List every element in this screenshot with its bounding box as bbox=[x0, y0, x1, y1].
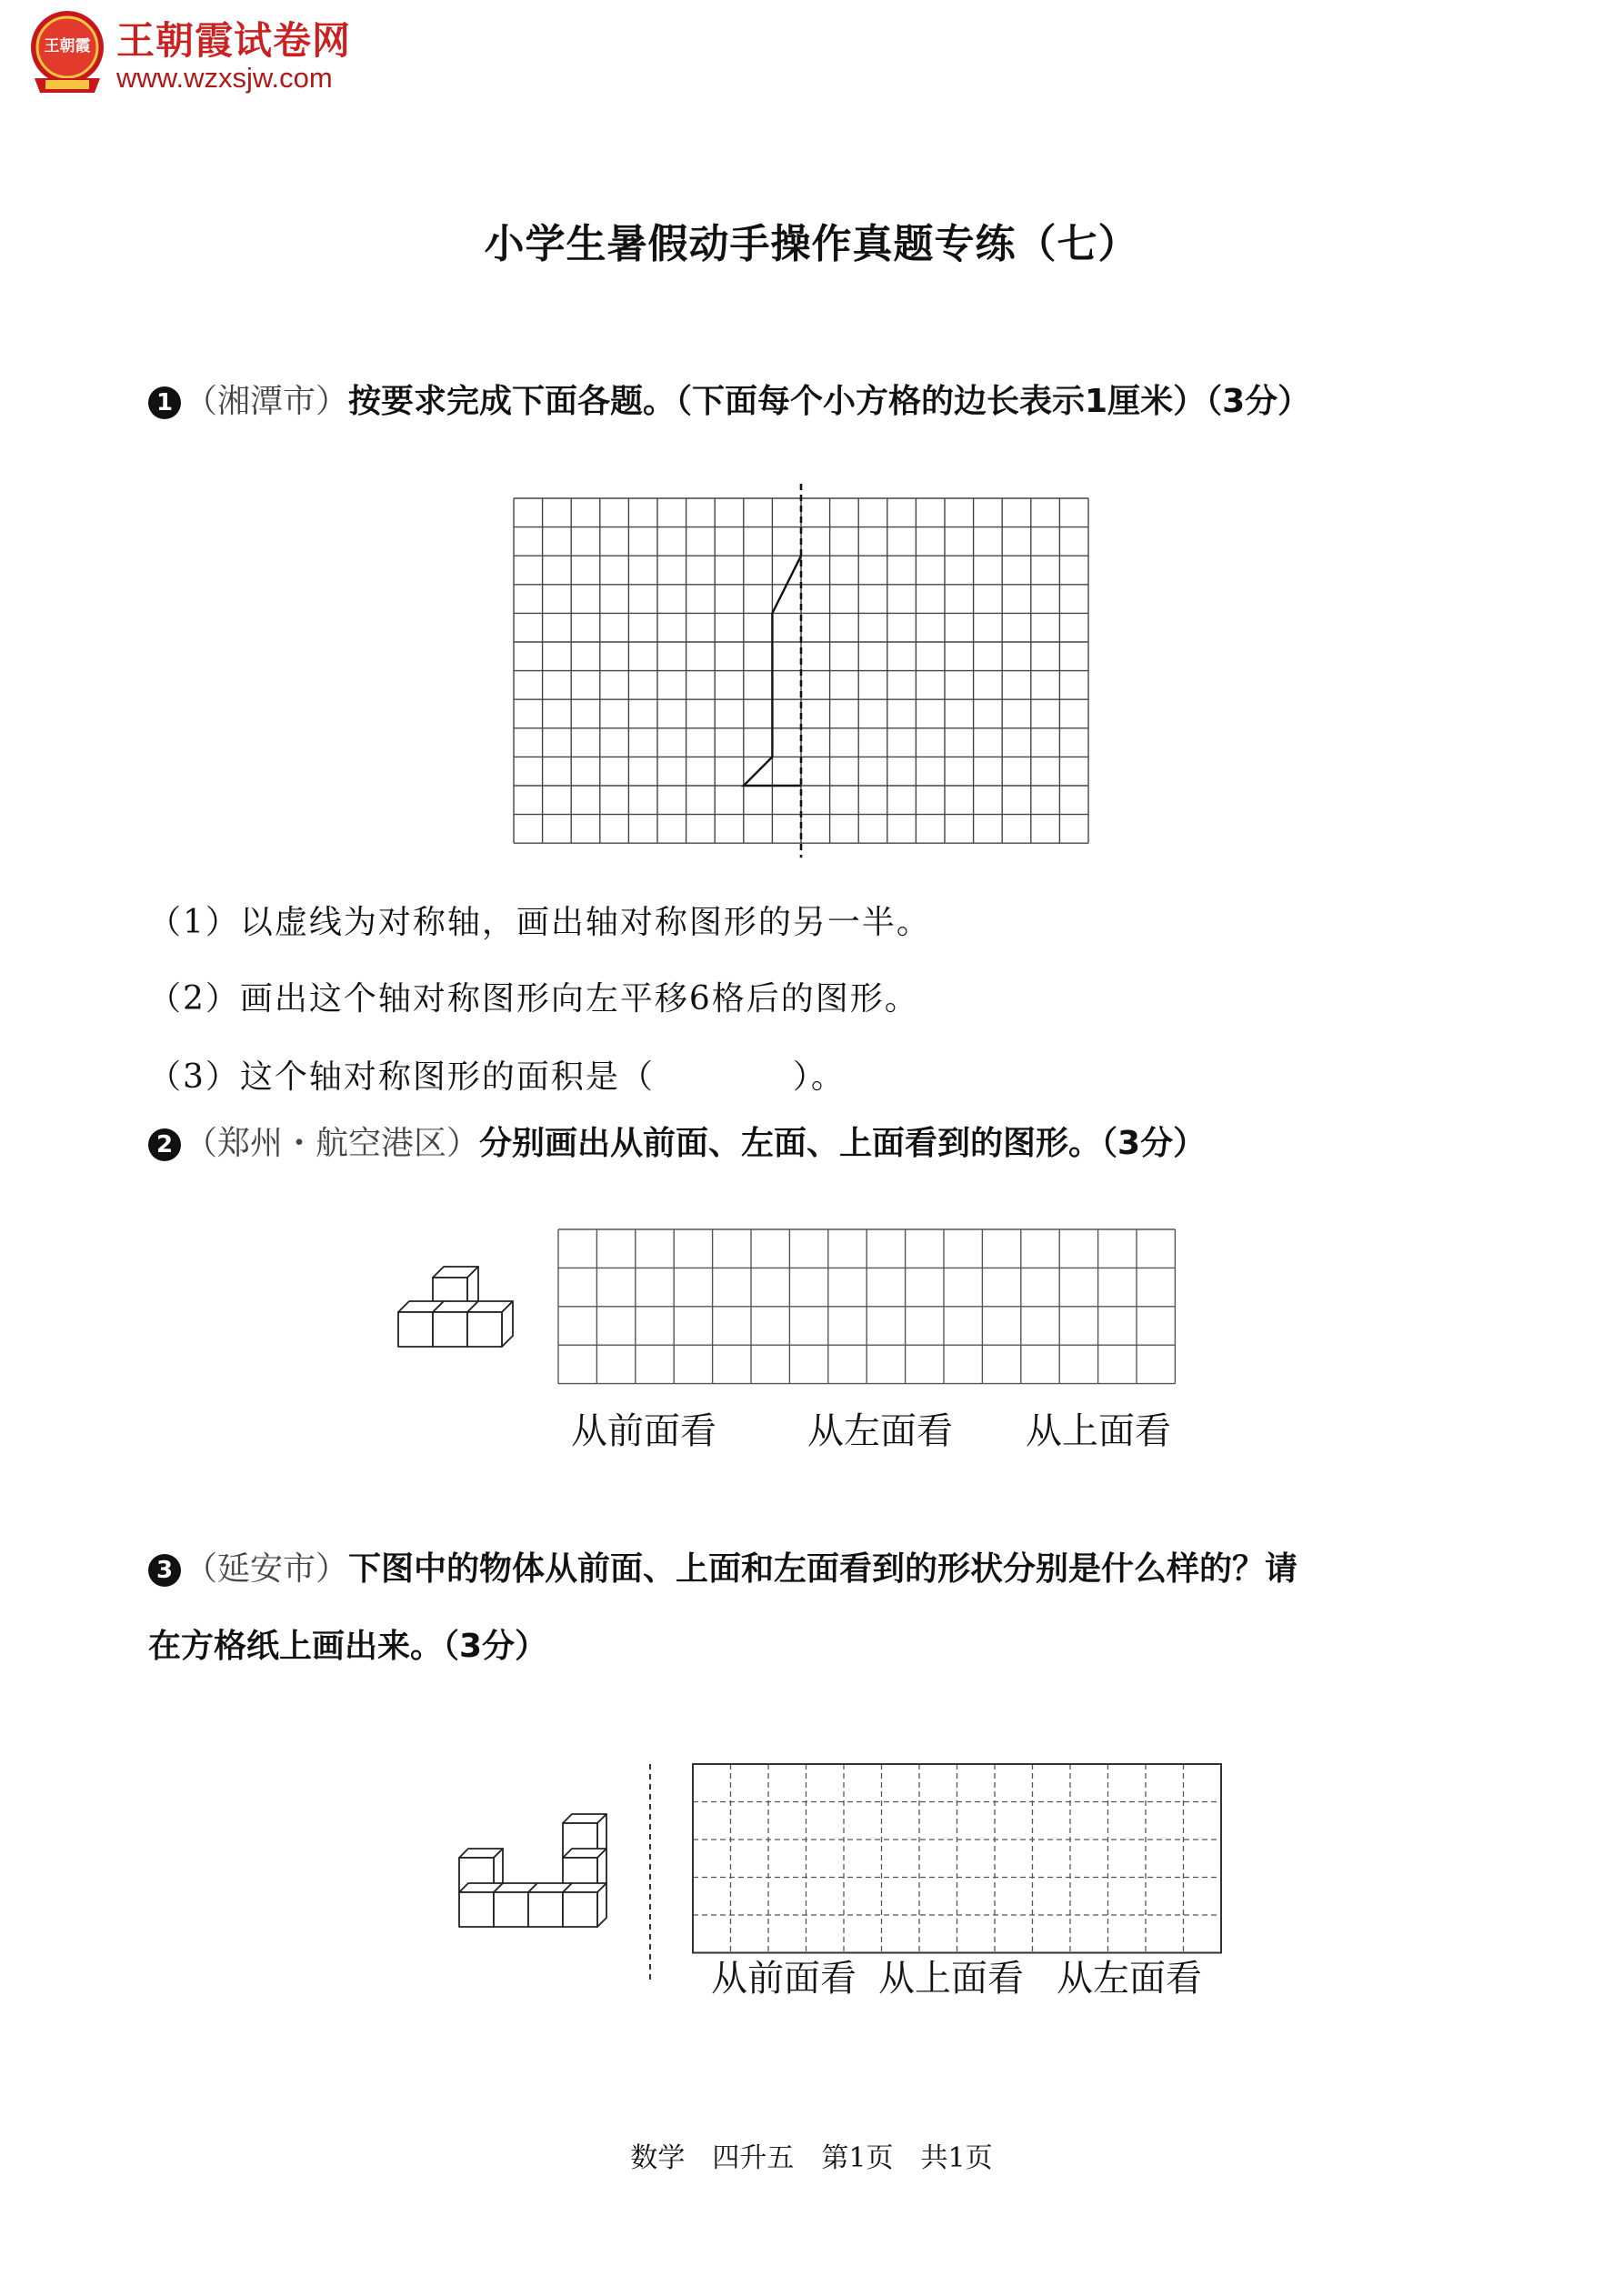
q1-grid bbox=[509, 484, 1100, 866]
q3-label-top: 从上面看 bbox=[878, 1958, 1024, 2000]
logo-name: 王朝霞试卷网 bbox=[116, 18, 352, 63]
q2-heading bbox=[148, 1125, 1207, 1162]
page-footer: 数学 四升五 第1页 共1页 bbox=[630, 2142, 993, 2174]
q2-source: （郑州・航空港区） bbox=[185, 1125, 480, 1162]
q3-grid bbox=[691, 1762, 1227, 1908]
q2-label-top: 从上面看 bbox=[1026, 1410, 1171, 1452]
q2-grid bbox=[556, 1228, 1184, 1391]
q2-cube-figure bbox=[391, 1268, 518, 1378]
q3-number: 3 bbox=[148, 1554, 181, 1587]
q3-source: （延安市） bbox=[185, 1550, 349, 1588]
q1-heading bbox=[148, 383, 1311, 420]
q2-label-left: 从左面看 bbox=[807, 1410, 953, 1452]
q1-source: （湘潭市） bbox=[185, 383, 349, 420]
q2-number: 2 bbox=[148, 1128, 181, 1161]
page-title: 小学生暑假动手操作真题专练（七） bbox=[484, 221, 1139, 267]
q1-part-2: （2）画出这个轴对称图形向左平移6格后的图形。 bbox=[148, 980, 919, 1018]
logo-url: www.wzxsjw.com bbox=[116, 62, 333, 94]
q3-text-line1: 下图中的物体从前面、上面和左面看到的形状分别是什么样的？请 bbox=[348, 1550, 1298, 1588]
q3-cube-figure bbox=[455, 1805, 627, 1932]
cube bbox=[467, 1301, 513, 1347]
q1-part-3: （3）这个轴对称图形的面积是（ ）。 bbox=[148, 1058, 846, 1096]
logo-badge-text: 王朝霞 bbox=[44, 37, 91, 55]
q3-text-line2: 在方格纸上画出来。（3分） bbox=[148, 1628, 548, 1665]
q3-label-front: 从前面看 bbox=[711, 1958, 857, 2000]
q3-divider-line bbox=[647, 1764, 653, 1982]
q1-text: 按要求完成下面各题。（下面每个小方格的边长表示1厘米）（3分） bbox=[348, 383, 1311, 420]
q1-part-1: （1）以虚线为对称轴，画出轴对称图形的另一半。 bbox=[148, 904, 931, 941]
q3-heading bbox=[148, 1550, 1298, 1588]
site-logo bbox=[25, 7, 407, 107]
q2-text: 分别画出从前面、左面、上面看到的图形。（3分） bbox=[479, 1125, 1207, 1162]
q3-label-left: 从左面看 bbox=[1057, 1958, 1202, 2000]
q2-label-front: 从前面看 bbox=[571, 1410, 716, 1452]
cube bbox=[563, 1883, 606, 1927]
q1-number: 1 bbox=[148, 386, 181, 419]
